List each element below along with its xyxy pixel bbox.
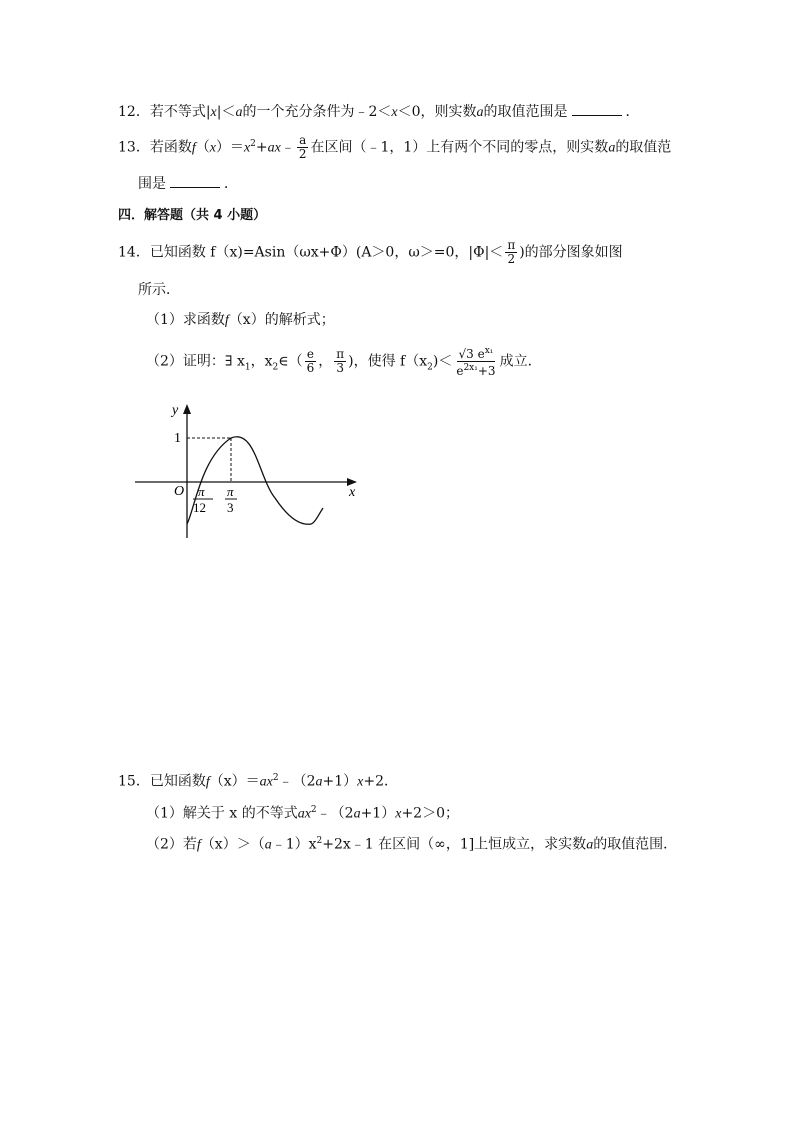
text: ）＝ — [215, 139, 244, 156]
var-x: x — [391, 105, 398, 120]
text: + — [255, 139, 268, 156]
x-label: x — [349, 485, 356, 500]
question-13 — [118, 134, 671, 161]
question-number: 15． — [118, 773, 150, 790]
text: ＜0，则实数 — [397, 104, 477, 120]
question-14-line2: 所示． — [138, 282, 180, 298]
fraction-pi-over-2: $\frac{\pi}{2}$ — [507, 238, 516, 266]
text: ． — [224, 176, 238, 192]
y-label: y — [172, 403, 179, 418]
tick-pi12-num: π — [198, 484, 205, 499]
text: 的取值范 — [615, 139, 672, 156]
text: 已知函数 f（x)=Asin（ωx+Φ）(A＞0，ω＞=0，|Φ|＜ — [149, 244, 504, 261]
var-x: x — [209, 140, 216, 156]
origin-label: O — [174, 484, 185, 499]
fraction-pi-over-3: $\frac{\pi}{3}$ — [336, 347, 345, 375]
question-14-part2: （2）证明：∃ $x_1$，$x_2\in$（ $\frac{e}{6}$ ， $\frac{\pi}{3}$ )，使得 $f(x_2)<$ $\frac{√3 e^{x_1}}{e^{2x_1}+3}$ 成立． — [146, 346, 542, 378]
var-a: a — [235, 105, 243, 120]
question-15-part1: （1）解关于 x 的不等式$ax^2﹣(2a+1)x+2>0$； — [146, 805, 459, 822]
var-a: a — [476, 105, 484, 120]
text: ． — [625, 104, 640, 120]
var-x: x — [243, 140, 251, 156]
text: )的部分图象如图 — [519, 244, 623, 261]
section-title: 四．解答题（共 4 小题） — [118, 208, 267, 223]
max-label: 1 — [174, 431, 181, 446]
text: |＜ — [216, 104, 236, 120]
text: 若不等式| — [149, 104, 211, 120]
exponent: 2 — [250, 139, 256, 149]
fraction-rhs: $\frac{√3 e^{x_1}}{e^{2x_1}+3}$ — [456, 346, 496, 378]
question-12 — [118, 102, 640, 123]
var-a: a — [608, 140, 616, 156]
func-f: f — [205, 774, 210, 790]
text: （ — [195, 139, 210, 156]
question-15: 15．已知函数$f(x)=ax^2﹣(2a+1)x+2$． — [118, 773, 398, 790]
tick-pi3-den: 3 — [227, 500, 234, 515]
tick-pi3-num: π — [227, 484, 234, 499]
answer-blank — [170, 175, 220, 188]
text: 的取值范围是 — [483, 104, 568, 120]
y-axis-arrow — [183, 404, 191, 414]
var-x: x — [210, 105, 217, 120]
text: 在区间（﹣1，1）上有两个不同的零点，则实数 — [310, 139, 609, 156]
question-14 — [118, 239, 623, 266]
text: ﹣ — [280, 139, 295, 156]
text: 若函数 — [149, 139, 192, 156]
question-number: 13． — [118, 139, 150, 156]
func-f: f — [224, 313, 229, 328]
answer-blank — [572, 103, 622, 116]
func-f: f — [191, 140, 196, 156]
question-14-part1: （1）求函数f（x）的解析式； — [146, 312, 335, 328]
sine-curve — [187, 437, 323, 525]
tick-pi12-den: 12 — [193, 500, 206, 515]
sine-graph — [135, 398, 375, 543]
var-ax: ax — [267, 140, 281, 156]
fraction-a-over-2: $\frac{a}{2}$ — [298, 133, 307, 162]
text: 围是 — [138, 176, 166, 192]
fraction-e-over-6: $\frac{e}{6}$ — [306, 347, 315, 375]
question-15-part2: （2）若$f(x)>(a﹣1)x^2+2x﹣1$ 在区间（∞，1]上恒成立，求实数a的取值范围． — [146, 836, 678, 853]
question-number: 14． — [118, 244, 150, 261]
question-13-line2 — [138, 174, 238, 194]
text: 的一个充分条件为﹣2＜ — [242, 104, 392, 120]
question-number: 12． — [118, 104, 150, 120]
